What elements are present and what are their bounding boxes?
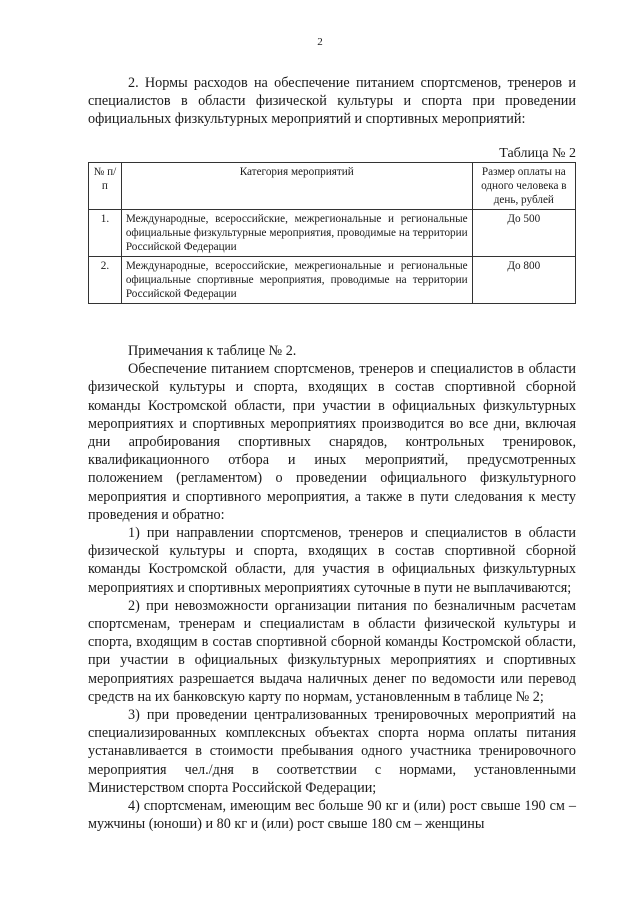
row-payment: До 500 [472, 210, 575, 257]
table-header-row [89, 163, 576, 210]
note-item: 1) при направлении спортсменов, тренеров и специалистов в области физической культуры и спорта, входящих в состав спортивной сборной команды Костромской области, для участия в официальных физкультурных мероприятиях и спортивных мероприятиях суточные в пути не выплачиваются; [88, 525, 576, 596]
notes-title: Примечания к таблице № 2. [128, 343, 297, 359]
row-category: Международные, всероссийские, межрегиональные и региональные официальные физкультурные мероприятия, проводимые на территории Российской Федерации [121, 210, 472, 257]
row-num: 1. [89, 210, 122, 257]
note-item: 2) при невозможности организации питания по безналичным расчетам спортсменам, тренерам и специалистам в области физической культуры и спорта, входящим в состав спортивной сборной команды Костромской области, при участии в официальных физкультурных мероприятиях и спортивных мероприятиях разрешается выдача наличных денег по ведомости или перевод средств на их банковскую карту по нормам, установленным в таблице № 2; [88, 597, 576, 705]
row-payment: До 800 [472, 257, 575, 304]
section-heading: 2. Нормы расходов на обеспечение питанием спортсменов, тренеров и специалистов в области физической культуры и спорта при проведении официальных физкультурных мероприятий и спортивных мероприятий: [88, 75, 576, 127]
row-category: Международные, всероссийские, межрегиональные и региональные официальные спортивные мероприятия, проводимые на территории Российской Федерации [121, 257, 472, 304]
header-payment: Размер оплаты на одного человека в день, рублей [472, 163, 575, 210]
table-row [89, 210, 576, 257]
page-number: 2 [317, 36, 323, 48]
table-row [89, 257, 576, 304]
notes-section [88, 342, 576, 833]
note-item: 3) при проведении централизованных тренировочных мероприятий на специализированных комплексных объектах спорта норма оплаты питания устанавливается в стоимости пребывания одного участника тренировочного мероприятия чел./дня в соответствии с нормами, установленными Министерством спорта Российской Федерации; [88, 707, 576, 796]
header-num: № п/п [89, 163, 122, 210]
row-num: 2. [89, 257, 122, 304]
header-category: Категория мероприятий [121, 163, 472, 210]
norms-table [88, 162, 576, 304]
note-item: 4) спортсменам, имеющим вес больше 90 кг и (или) рост свыше 190 см – мужчины (юноши) и 80 кг и (или) рост свыше 180 см – женщины [88, 798, 576, 833]
notes-intro: Обеспечение питанием спортсменов, тренеров и специалистов в области физической культуры и спорта, входящих в состав спортивной сборной команды Костромской области, при участии в официальных физкультурных мероприятиях и спортивных мероприятиях производится во все дни, включая дни апробирования спортивных снарядов, контрольных тренировок, квалификационного отбора и иных мероприятий, предусмотренных положением (регламентом) о проведении официального физкультурного мероприятия и спортивного мероприятия, а также в пути следования к месту проведения и обратно: [88, 361, 576, 523]
table-caption: Таблица № 2 [499, 146, 576, 161]
